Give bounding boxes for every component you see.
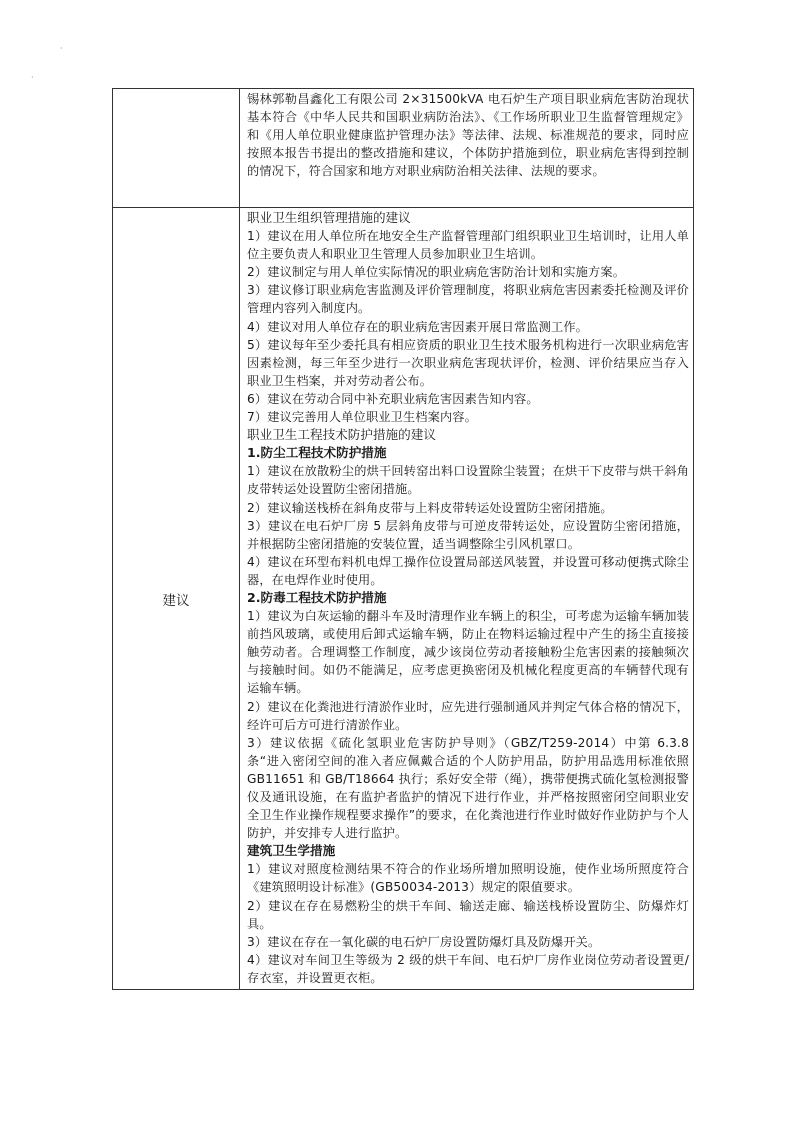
suggestion-row	[113, 208, 694, 990]
toxic-item: 2）建议在化粪池进行清淤作业时，应先进行强制通风并判定气体合格的情况下，经许可后方可进行清淤作业。	[247, 699, 689, 732]
conclusion-content-cell	[240, 89, 694, 208]
dust-item: 1）建议在放散粉尘的烘干回转窑出料口设置除尘装置；在烘干下皮带与烘干斜角皮带转运处设置防尘密闭措施。	[247, 464, 689, 497]
building-item: 3）建议在存在一氧化碳的电石炉厂房设置防爆灯具及防爆开关。	[247, 934, 601, 949]
suggestion-label: 建议	[162, 592, 190, 609]
scan-mark: ·	[60, 44, 63, 53]
org-item: 2）建议制定与用人单位实际情况的职业病危害防治计划和实施方案。	[247, 265, 626, 280]
dust-item: 2）建议输送栈桥在斜角皮带与上料皮带转运处设置防尘密闭措施。	[247, 500, 613, 515]
org-item: 7）建议完善用人单位职业卫生档案内容。	[247, 410, 477, 425]
report-table	[112, 88, 694, 990]
scan-mark: ·	[31, 73, 34, 82]
toxic-item: 1）建议为白灰运输的翻斗车及时清理作业车辆上的积尘，可考虑为运输车辆加装前挡风玻璃，或使用后卸式运输车辆，防止在物料运输过程中产生的扬尘直接接触劳动者。合理调整工作制度，减少该岗位劳动者接触粉尘危害因素的接触频次与接触时间。如仍不能满足，应考虑更换密闭及机械化程度更高的车辆替代现有运输车辆。	[247, 609, 689, 696]
org-item: 5）建议每年至少委托具有相应资质的职业卫生技术服务机构进行一次职业病危害因素检测，每三年至少进行一次职业病危害现状评价，检测、评价结果应当存入职业卫生档案，并对劳动者公布。	[247, 337, 689, 388]
dust-item: 3）建议在电石炉厂房 5 层斜角皮带与可逆皮带转运处，应设置防尘密闭措施，并根据防尘密闭措施的安装位置，适当调整除尘引风机罩口。	[247, 518, 689, 551]
org-item: 3）建议修订职业病危害监测及评价管理制度，将职业病危害因素委托检测及评价管理内容列入制度内。	[247, 283, 689, 316]
toxic-item: 3）建议依据《硫化氢职业危害防护导则》（GBZ/T259-2014）中第 6.3.8 条“进入密闭空间的准入者应佩戴合适的个人防护用品，防护用品选用标准依照 GB11651 和 GB/T18664 执行；系好安全带（绳），携带便携式硫化氢检测报警仪及通讯设施，在有监护者监护的情况下进行作业，并严格按照密闭空间职业安全卫生作业操作规程要求操作”的要求，在化粪池进行作业时做好作业防护与个人防护，并安排专人进行监护。	[247, 735, 689, 841]
toxic-subsection-title: 2.防毒工程技术防护措施	[247, 589, 387, 605]
conclusion-text: 锡林郭勒昌鑫化工有限公司 2×31500kVA 电石炉生产项目职业病危害防治现状基本符合《中华人民共和国职业病防治法》、《工作场所职业卫生监督管理规定》和《用人单位职业健康监护管理办法》等法律、法规、标准规范的要求，同时应按照本报告书提出的整改措施和建议，个体防护措施到位，职业病危害得到控制的情况下，符合国家和地方对职业病防治相关法律、法规的要求。	[247, 92, 689, 179]
suggestion-label-cell	[113, 208, 240, 990]
conclusion-label-cell	[113, 89, 240, 208]
dust-item: 4）建议在环型布料机电焊工操作位设置局部送风装置，并设置可移动便携式除尘器，在电焊作业时使用。	[247, 554, 689, 587]
building-item: 1）建议对照度检测结果不符合的作业场所增加照明设施，使作业场所照度符合《建筑照明设计标准》(GB50034-2013）规定的限值要求。	[247, 862, 689, 895]
building-item: 4）建议对车间卫生等级为 2 级的烘干车间、电石炉厂房作业岗位劳动者设置更/存衣室，并设置更衣柜。	[247, 952, 689, 985]
building-section-title: 建筑卫生学措施	[247, 843, 336, 859]
conclusion-row	[113, 89, 694, 208]
org-section-title: 职业卫生组织管理措施的建议	[247, 210, 411, 225]
suggestion-content-cell	[240, 208, 694, 990]
org-item: 4）建议对用人单位存在的职业病危害因素开展日常监测工作。	[247, 319, 589, 334]
eng-section-title: 职业卫生工程技术防护措施的建议	[247, 427, 436, 443]
building-item: 2）建议在存在易燃粉尘的烘干车间、输送走廊、输送栈桥设置防尘、防爆炸灯具。	[247, 898, 689, 931]
org-item: 6）建议在劳动合同中补充职业病危害因素告知内容。	[247, 391, 539, 406]
org-item: 1）建议在用人单位所在地安全生产监督管理部门组织职业卫生培训时，让用人单位主要负责人和职业卫生管理人员参加职业卫生培训。	[247, 229, 689, 262]
dust-subsection-title: 1.防尘工程技术防护措施	[247, 445, 387, 461]
